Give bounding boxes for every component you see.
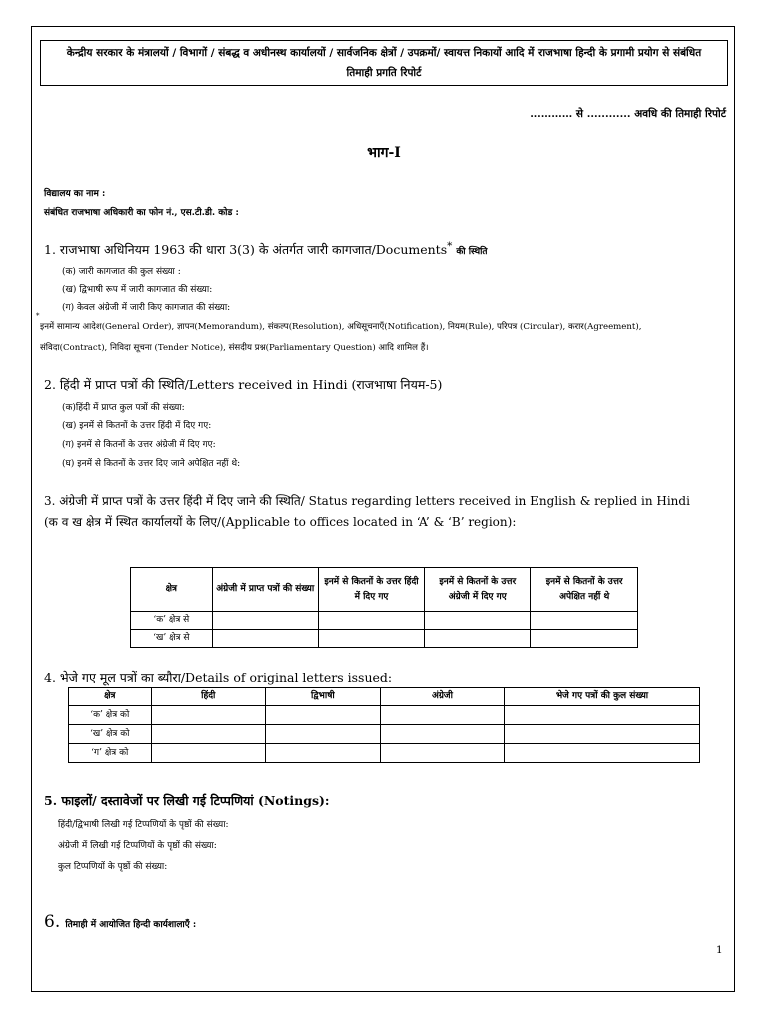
- table-cell[interactable]: [265, 744, 380, 763]
- table-cell[interactable]: [265, 706, 380, 725]
- letters-issued-table: [68, 687, 700, 763]
- period-line: ………… से ............ अवधि की तिमाही रिपोर्ट: [530, 108, 726, 120]
- table-row: [131, 630, 638, 648]
- section6-title-text: तिमाही में आयोजित हिन्दी कार्यशालाएँ :: [65, 920, 197, 930]
- column-header: द्विभाषी: [265, 688, 380, 706]
- regional-replies-table: [130, 567, 638, 648]
- section1-item: (ग) केवल अंग्रेजी में जारी किए कागजात की संख्या:: [62, 303, 231, 313]
- section1-item: (क) जारी कागजात की कुल संख्या :: [62, 267, 181, 277]
- column-header: क्षेत्र: [131, 568, 213, 612]
- section2-item: (ग) इनमें से कितनों के उत्तर अंग्रेजी में दिए गए:: [62, 440, 216, 450]
- table-cell[interactable]: [425, 612, 531, 630]
- section5-item: अंग्रेजी में लिखी गई टिप्पणियों के पृष्ठों की संख्या:: [58, 841, 217, 851]
- section1-number: 1.: [44, 242, 56, 258]
- row-label: ‘क’ क्षेत्र को: [69, 706, 152, 725]
- report-header: [40, 40, 728, 86]
- page-number: 1: [716, 944, 723, 956]
- table-cell[interactable]: [380, 744, 504, 763]
- school-name-label: विद्यालय का नाम :: [44, 189, 106, 199]
- column-header: क्षेत्र: [69, 688, 152, 706]
- header-line-2: तिमाही प्रगति रिपोर्ट: [346, 67, 422, 79]
- table-cell[interactable]: [151, 706, 265, 725]
- section4-title: 4. भेजे गए मूल पत्रों का ब्यौरा/Details of original letters issued:: [44, 670, 393, 685]
- table-cell[interactable]: [505, 706, 700, 725]
- section1-title-tail: की स्थिति: [456, 247, 488, 258]
- table-cell[interactable]: [380, 725, 504, 744]
- header-line-1: केन्द्रीय सरकार के मंत्रालयों / विभागों / संबद्ध व अधीनस्थ कार्यालयों / सार्वजनिक क्षेत्रों / उपक्रमों/ स्वायत्त निकायों आदि में राजभाषा हिन्दी के प्रगामी प्रयोग से संबंधित: [66, 47, 702, 59]
- section5-title: 5. फाइलों/ दस्तावेजों पर लिखी गई टिप्पणियां (Notings):: [44, 793, 330, 808]
- section5-item: हिंदी/द्विभाषी लिखी गई टिप्पणियों के पृष्ठों की संख्या:: [58, 820, 229, 830]
- column-header: इनमें से कितनों के उत्तर अंग्रेजी में दिए गए: [425, 568, 531, 612]
- section1-title-text: राजभाषा अधिनियम 1963 की धारा 3(3) के अंतर्गत जारी कागजात/Documents: [59, 242, 448, 258]
- table-cell[interactable]: [425, 630, 531, 648]
- section1-item: (ख) द्विभाषी रूप में जारी कागजात की संख्या:: [62, 285, 213, 295]
- section1-note-line-1: इनमें सामान्य आदेश(General Order), ज्ञापन(Memorandum), संकल्प(Resolution), अधिसूचनाएँ(Notification), नियम(Rule), परिपत्र (Circular), करार(Agreement),: [40, 322, 642, 332]
- table-row: [69, 706, 700, 725]
- table-cell[interactable]: [531, 630, 638, 648]
- row-label: ‘ग’ क्षेत्र को: [69, 744, 152, 763]
- column-header: भेजे गए पत्रों की कुल संख्या: [505, 688, 700, 706]
- part-title: भाग-I: [367, 145, 401, 161]
- section3-subtitle: (क व ख क्षेत्र में स्थित कार्यालयों के लिए/(Applicable to offices located in ‘A’ & ‘B’ region):: [44, 515, 517, 529]
- table-header-row: [131, 568, 638, 612]
- officer-phone-label: संबंधित राजभाषा अधिकारी का फोन नं., एस.टी.डी. कोड :: [44, 208, 239, 218]
- table-cell[interactable]: [265, 725, 380, 744]
- section6-number: 6.: [44, 912, 61, 932]
- column-header: इनमें से कितनों के उत्तर अपेक्षित नहीं थे: [531, 568, 638, 612]
- note-asterisk: *: [36, 312, 40, 320]
- row-label: ‘ख’ क्षेत्र से: [131, 630, 213, 648]
- section2-item: (ख) इनमें से कितनों के उत्तर हिंदी में दिए गए:: [62, 421, 212, 431]
- table-cell[interactable]: [531, 612, 638, 630]
- table-cell[interactable]: [212, 612, 318, 630]
- column-header: हिंदी: [151, 688, 265, 706]
- table-cell[interactable]: [212, 630, 318, 648]
- table-cell[interactable]: [318, 612, 424, 630]
- table-cell[interactable]: [151, 744, 265, 763]
- column-header: अंग्रेजी में प्राप्त पत्रों की संख्या: [212, 568, 318, 612]
- table-cell[interactable]: [318, 630, 424, 648]
- table-cell[interactable]: [505, 744, 700, 763]
- column-header: अंग्रेजी: [380, 688, 504, 706]
- table-header-row: [69, 688, 700, 706]
- column-header: इनमें से कितनों के उत्तर हिंदी में दिए गए: [318, 568, 424, 612]
- table-row: [69, 744, 700, 763]
- table-cell[interactable]: [151, 725, 265, 744]
- table-row: [69, 725, 700, 744]
- section5-item: कुल टिप्पणियों के पृष्ठों की संख्या:: [58, 862, 168, 872]
- section1-asterisk: *: [447, 240, 453, 252]
- section2-item: (घ) इनमें से कितनों के उत्तर दिए जाने अपेक्षित नहीं थे:: [62, 459, 241, 469]
- section3-title: 3. अंग्रेजी में प्राप्त पत्रों के उत्तर हिंदी में दिए जाने की स्थिति/ Status regarding letters received in English & replied in Hindi: [44, 494, 690, 508]
- table-row: [131, 612, 638, 630]
- row-label: ‘क’ क्षेत्र से: [131, 612, 213, 630]
- section1-title: [44, 240, 488, 258]
- row-label: ‘ख’ क्षेत्र को: [69, 725, 152, 744]
- table-cell[interactable]: [380, 706, 504, 725]
- section2-title: 2. हिंदी में प्राप्त पत्रों की स्थिति/Letters received in Hindi (राजभाषा नियम-5): [44, 377, 443, 392]
- section6-title: [44, 912, 196, 932]
- section2-item: (क)हिंदी में प्राप्त कुल पत्रों की संख्या:: [62, 403, 185, 413]
- table-cell[interactable]: [505, 725, 700, 744]
- section1-note-line-2: संविदा(Contract), निविदा सूचना (Tender Notice), संसदीय प्रश्न(Parliamentary Question) आदि शामिल हैं।: [40, 343, 429, 353]
